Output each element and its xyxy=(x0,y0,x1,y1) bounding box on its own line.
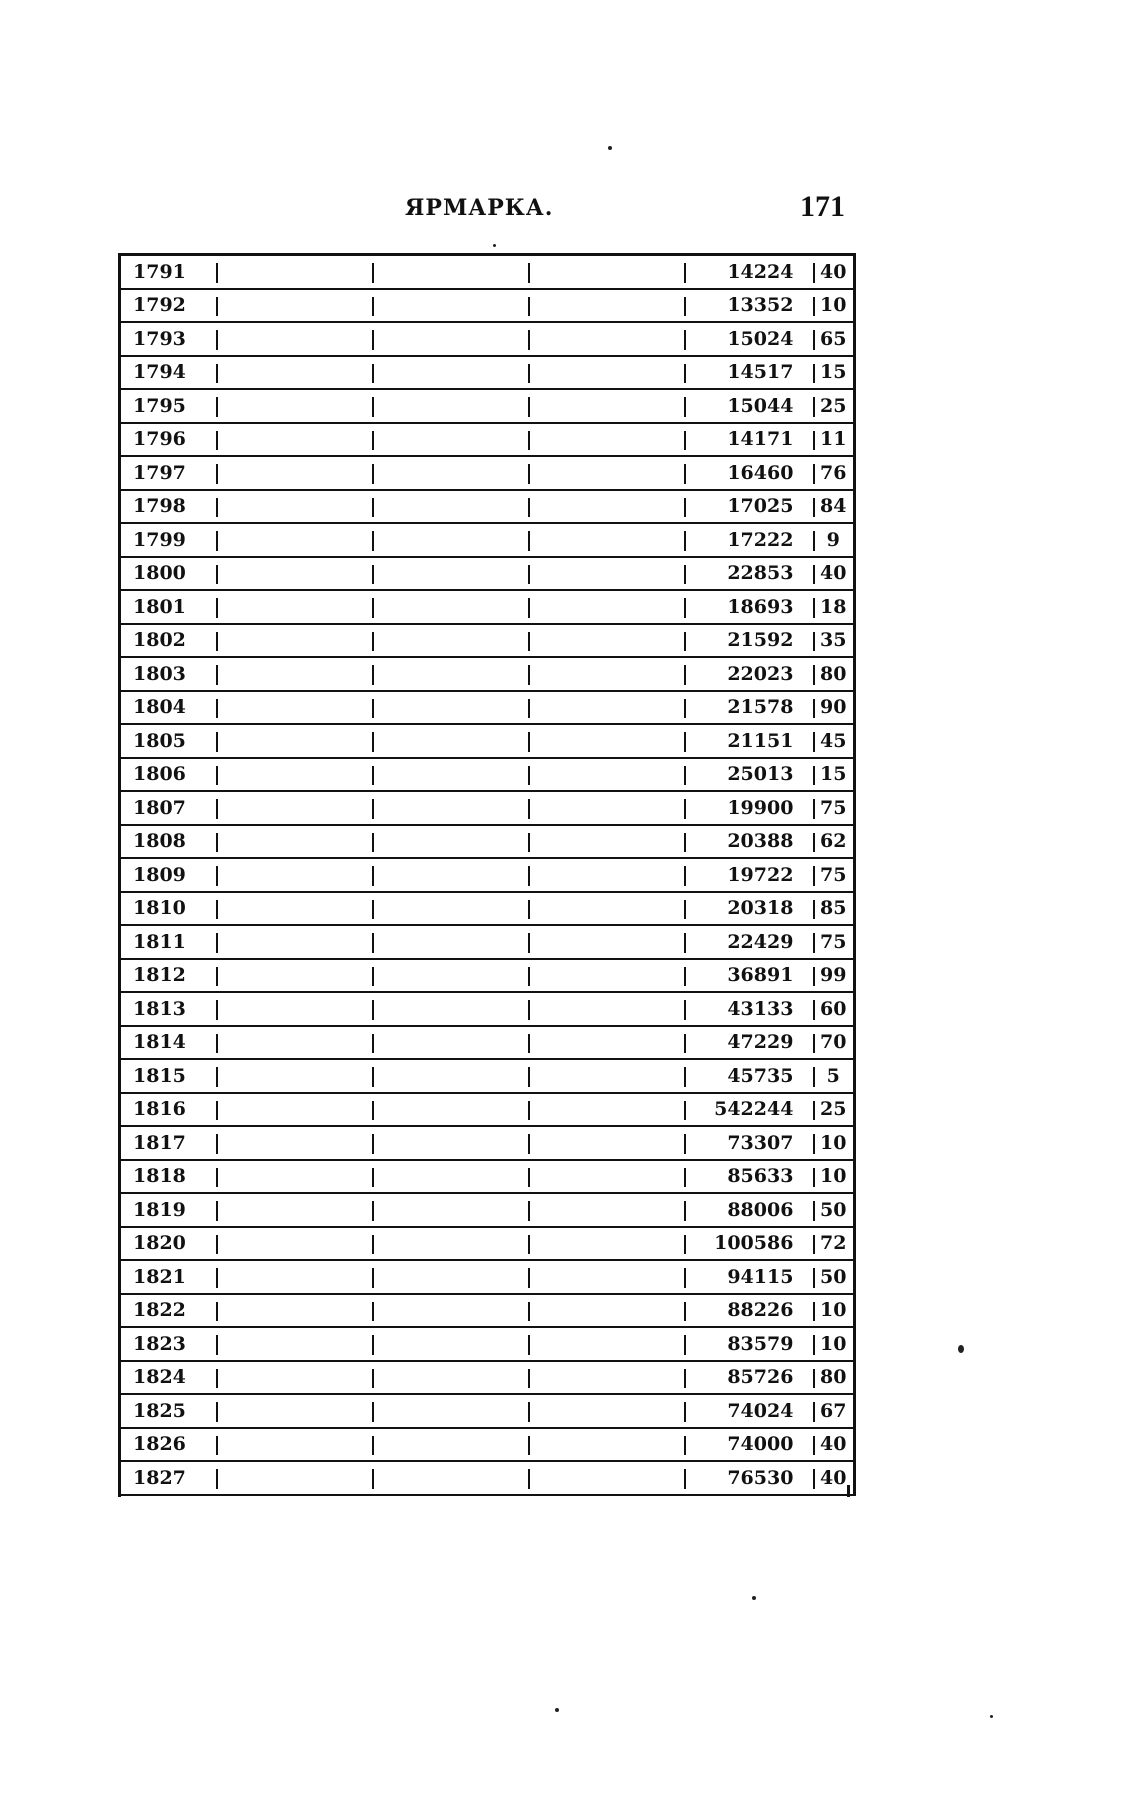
empty-cell xyxy=(212,1361,368,1395)
empty-cell xyxy=(368,557,523,591)
total-cell: 74000 xyxy=(680,1428,814,1462)
empty-cell xyxy=(212,624,368,658)
year-cell: 1804 xyxy=(121,691,212,725)
empty-cell xyxy=(368,1093,523,1127)
year-cell: 1824 xyxy=(121,1361,212,1395)
table-row xyxy=(121,624,853,658)
table-row xyxy=(121,1428,853,1462)
table-row xyxy=(121,557,853,591)
empty-cell xyxy=(368,1294,523,1328)
table-row xyxy=(121,1327,853,1361)
empty-cell xyxy=(524,322,680,356)
table-row xyxy=(121,523,853,557)
empty-cell xyxy=(524,1126,680,1160)
empty-cell xyxy=(212,1428,368,1462)
empty-cell xyxy=(368,1428,523,1462)
empty-cell xyxy=(524,1428,680,1462)
empty-cell xyxy=(368,1227,523,1261)
kopeck-cell: 10 xyxy=(813,289,853,323)
kopeck-cell: 18 xyxy=(813,590,853,624)
table-row xyxy=(121,490,853,524)
empty-cell xyxy=(524,1461,680,1495)
year-cell: 1818 xyxy=(121,1160,212,1194)
empty-cell xyxy=(524,925,680,959)
year-cell: 1797 xyxy=(121,456,212,490)
year-cell: 1798 xyxy=(121,490,212,524)
empty-cell xyxy=(524,657,680,691)
empty-cell xyxy=(368,758,523,792)
empty-cell xyxy=(368,1361,523,1395)
kopeck-cell: 80 xyxy=(813,657,853,691)
empty-cell xyxy=(212,557,368,591)
table-row xyxy=(121,289,853,323)
year-cell: 1825 xyxy=(121,1394,212,1428)
empty-cell xyxy=(524,691,680,725)
total-cell: 73307 xyxy=(680,1126,814,1160)
total-cell: 19900 xyxy=(680,791,814,825)
year-cell: 1791 xyxy=(121,256,212,289)
total-cell: 88006 xyxy=(680,1193,814,1227)
empty-cell xyxy=(212,724,368,758)
ledger-table-frame xyxy=(118,253,856,1496)
year-cell: 1811 xyxy=(121,925,212,959)
kopeck-cell: 40 xyxy=(813,256,853,289)
total-cell: 83579 xyxy=(680,1327,814,1361)
table-right-rule-end xyxy=(847,1485,850,1497)
empty-cell xyxy=(524,456,680,490)
kopeck-cell: 45 xyxy=(813,724,853,758)
empty-cell xyxy=(212,1260,368,1294)
empty-cell xyxy=(212,691,368,725)
empty-cell xyxy=(212,758,368,792)
kopeck-cell: 50 xyxy=(813,1260,853,1294)
year-cell: 1802 xyxy=(121,624,212,658)
kopeck-cell: 40 xyxy=(813,1428,853,1462)
empty-cell xyxy=(368,456,523,490)
empty-cell xyxy=(368,691,523,725)
table-left-rule-end xyxy=(118,1485,121,1497)
year-cell: 1801 xyxy=(121,590,212,624)
year-cell: 1805 xyxy=(121,724,212,758)
total-cell: 20318 xyxy=(680,892,814,926)
empty-cell xyxy=(212,1093,368,1127)
table-row xyxy=(121,1126,853,1160)
table-row xyxy=(121,456,853,490)
empty-cell xyxy=(212,1394,368,1428)
kopeck-cell: 15 xyxy=(813,356,853,390)
table-row xyxy=(121,691,853,725)
empty-cell xyxy=(524,1361,680,1395)
empty-cell xyxy=(212,791,368,825)
total-cell: 22023 xyxy=(680,657,814,691)
kopeck-cell: 25 xyxy=(813,1093,853,1127)
total-cell: 17025 xyxy=(680,490,814,524)
print-speck xyxy=(555,1708,559,1712)
empty-cell xyxy=(524,1294,680,1328)
empty-cell xyxy=(368,356,523,390)
kopeck-cell: 10 xyxy=(813,1294,853,1328)
year-cell: 1813 xyxy=(121,992,212,1026)
empty-cell xyxy=(212,657,368,691)
empty-cell xyxy=(524,1026,680,1060)
year-cell: 1820 xyxy=(121,1227,212,1261)
kopeck-cell: 10 xyxy=(813,1126,853,1160)
year-cell: 1808 xyxy=(121,825,212,859)
year-cell: 1816 xyxy=(121,1093,212,1127)
year-cell: 1809 xyxy=(121,858,212,892)
empty-cell xyxy=(368,825,523,859)
empty-cell xyxy=(212,992,368,1026)
empty-cell xyxy=(368,590,523,624)
total-cell: 13352 xyxy=(680,289,814,323)
total-cell: 94115 xyxy=(680,1260,814,1294)
empty-cell xyxy=(212,322,368,356)
table-row xyxy=(121,1294,853,1328)
empty-cell xyxy=(524,1093,680,1127)
year-cell: 1826 xyxy=(121,1428,212,1462)
kopeck-cell: 25 xyxy=(813,389,853,423)
empty-cell xyxy=(212,925,368,959)
kopeck-cell: 99 xyxy=(813,959,853,993)
empty-cell xyxy=(212,1294,368,1328)
empty-cell xyxy=(368,1327,523,1361)
table-row xyxy=(121,389,853,423)
print-speck xyxy=(608,146,612,150)
page-number: 171 xyxy=(800,190,845,223)
total-cell: 542244 xyxy=(680,1093,814,1127)
year-cell: 1822 xyxy=(121,1294,212,1328)
total-cell: 18693 xyxy=(680,590,814,624)
empty-cell xyxy=(368,1160,523,1194)
print-speck xyxy=(990,1715,993,1718)
table-row xyxy=(121,825,853,859)
year-cell: 1807 xyxy=(121,791,212,825)
empty-cell xyxy=(368,657,523,691)
empty-cell xyxy=(212,858,368,892)
empty-cell xyxy=(524,423,680,457)
kopeck-cell: 65 xyxy=(813,322,853,356)
table-row xyxy=(121,791,853,825)
total-cell: 85633 xyxy=(680,1160,814,1194)
total-cell: 88226 xyxy=(680,1294,814,1328)
empty-cell xyxy=(368,1193,523,1227)
year-cell: 1800 xyxy=(121,557,212,591)
table-row xyxy=(121,992,853,1026)
table-row xyxy=(121,256,853,289)
table-row xyxy=(121,1160,853,1194)
empty-cell xyxy=(524,1327,680,1361)
kopeck-cell: 84 xyxy=(813,490,853,524)
year-cell: 1792 xyxy=(121,289,212,323)
total-cell: 15044 xyxy=(680,389,814,423)
empty-cell xyxy=(524,1160,680,1194)
year-cell: 1794 xyxy=(121,356,212,390)
total-cell: 76530 xyxy=(680,1461,814,1495)
empty-cell xyxy=(212,256,368,289)
total-cell: 47229 xyxy=(680,1026,814,1060)
total-cell: 16460 xyxy=(680,456,814,490)
kopeck-cell: 40 xyxy=(813,557,853,591)
empty-cell xyxy=(368,289,523,323)
total-cell: 14224 xyxy=(680,256,814,289)
empty-cell xyxy=(524,959,680,993)
kopeck-cell: 50 xyxy=(813,1193,853,1227)
table-row xyxy=(121,1461,853,1495)
year-cell: 1803 xyxy=(121,657,212,691)
empty-cell xyxy=(212,1026,368,1060)
empty-cell xyxy=(212,959,368,993)
empty-cell xyxy=(212,1227,368,1261)
empty-cell xyxy=(368,1461,523,1495)
year-cell: 1815 xyxy=(121,1059,212,1093)
empty-cell xyxy=(212,289,368,323)
kopeck-cell: 9 xyxy=(813,523,853,557)
empty-cell xyxy=(524,992,680,1026)
empty-cell xyxy=(524,389,680,423)
ledger-table-body xyxy=(121,256,853,1495)
empty-cell xyxy=(524,825,680,859)
table-row xyxy=(121,758,853,792)
total-cell: 14171 xyxy=(680,423,814,457)
empty-cell xyxy=(368,490,523,524)
total-cell: 45735 xyxy=(680,1059,814,1093)
table-row xyxy=(121,1394,853,1428)
empty-cell xyxy=(212,423,368,457)
kopeck-cell: 75 xyxy=(813,858,853,892)
empty-cell xyxy=(524,356,680,390)
empty-cell xyxy=(368,322,523,356)
empty-cell xyxy=(524,1193,680,1227)
total-cell: 74024 xyxy=(680,1394,814,1428)
year-cell: 1799 xyxy=(121,523,212,557)
total-cell: 21578 xyxy=(680,691,814,725)
empty-cell xyxy=(212,825,368,859)
year-cell: 1793 xyxy=(121,322,212,356)
table-row xyxy=(121,925,853,959)
empty-cell xyxy=(524,1059,680,1093)
print-speck xyxy=(493,244,496,247)
year-cell: 1819 xyxy=(121,1193,212,1227)
year-cell: 1827 xyxy=(121,1461,212,1495)
total-cell: 21592 xyxy=(680,624,814,658)
year-cell: 1812 xyxy=(121,959,212,993)
empty-cell xyxy=(368,523,523,557)
kopeck-cell: 76 xyxy=(813,456,853,490)
empty-cell xyxy=(368,791,523,825)
table-row xyxy=(121,1361,853,1395)
empty-cell xyxy=(212,1461,368,1495)
running-title: ЯРМАРКА. xyxy=(405,195,554,221)
empty-cell xyxy=(212,523,368,557)
total-cell: 25013 xyxy=(680,758,814,792)
empty-cell xyxy=(524,724,680,758)
empty-cell xyxy=(368,624,523,658)
kopeck-cell: 75 xyxy=(813,925,853,959)
table-row xyxy=(121,356,853,390)
empty-cell xyxy=(368,256,523,289)
empty-cell xyxy=(524,758,680,792)
total-cell: 43133 xyxy=(680,992,814,1026)
table-row xyxy=(121,322,853,356)
empty-cell xyxy=(212,590,368,624)
empty-cell xyxy=(212,1193,368,1227)
print-speck xyxy=(958,1345,964,1353)
table-row xyxy=(121,858,853,892)
ledger-table xyxy=(121,256,853,1496)
empty-cell xyxy=(368,959,523,993)
total-cell: 20388 xyxy=(680,825,814,859)
table-row xyxy=(121,1059,853,1093)
year-cell: 1796 xyxy=(121,423,212,457)
empty-cell xyxy=(368,1026,523,1060)
empty-cell xyxy=(524,1227,680,1261)
total-cell: 85726 xyxy=(680,1361,814,1395)
empty-cell xyxy=(368,992,523,1026)
kopeck-cell: 15 xyxy=(813,758,853,792)
kopeck-cell: 35 xyxy=(813,624,853,658)
kopeck-cell: 11 xyxy=(813,423,853,457)
empty-cell xyxy=(368,925,523,959)
empty-cell xyxy=(212,389,368,423)
year-cell: 1810 xyxy=(121,892,212,926)
kopeck-cell: 10 xyxy=(813,1327,853,1361)
year-cell: 1814 xyxy=(121,1026,212,1060)
table-row xyxy=(121,1026,853,1060)
kopeck-cell: 67 xyxy=(813,1394,853,1428)
empty-cell xyxy=(212,1126,368,1160)
total-cell: 22853 xyxy=(680,557,814,591)
total-cell: 22429 xyxy=(680,925,814,959)
print-speck xyxy=(752,1596,756,1600)
empty-cell xyxy=(524,892,680,926)
empty-cell xyxy=(368,1126,523,1160)
empty-cell xyxy=(524,791,680,825)
table-row xyxy=(121,657,853,691)
total-cell: 14517 xyxy=(680,356,814,390)
total-cell: 36891 xyxy=(680,959,814,993)
year-cell: 1817 xyxy=(121,1126,212,1160)
table-row xyxy=(121,1193,853,1227)
kopeck-cell: 72 xyxy=(813,1227,853,1261)
empty-cell xyxy=(368,858,523,892)
table-row xyxy=(121,590,853,624)
empty-cell xyxy=(368,1260,523,1294)
empty-cell xyxy=(212,1160,368,1194)
empty-cell xyxy=(368,389,523,423)
kopeck-cell: 60 xyxy=(813,992,853,1026)
empty-cell xyxy=(212,1327,368,1361)
table-row xyxy=(121,724,853,758)
total-cell: 17222 xyxy=(680,523,814,557)
total-cell: 21151 xyxy=(680,724,814,758)
empty-cell xyxy=(524,590,680,624)
year-cell: 1795 xyxy=(121,389,212,423)
empty-cell xyxy=(368,1394,523,1428)
table-row xyxy=(121,423,853,457)
kopeck-cell: 10 xyxy=(813,1160,853,1194)
empty-cell xyxy=(212,490,368,524)
empty-cell xyxy=(368,1059,523,1093)
empty-cell xyxy=(524,523,680,557)
empty-cell xyxy=(524,256,680,289)
kopeck-cell: 85 xyxy=(813,892,853,926)
total-cell: 100586 xyxy=(680,1227,814,1261)
year-cell: 1821 xyxy=(121,1260,212,1294)
empty-cell xyxy=(368,423,523,457)
kopeck-cell: 70 xyxy=(813,1026,853,1060)
kopeck-cell: 5 xyxy=(813,1059,853,1093)
table-row xyxy=(121,1093,853,1127)
empty-cell xyxy=(368,892,523,926)
empty-cell xyxy=(212,456,368,490)
empty-cell xyxy=(524,1394,680,1428)
empty-cell xyxy=(212,356,368,390)
empty-cell xyxy=(212,1059,368,1093)
total-cell: 15024 xyxy=(680,322,814,356)
empty-cell xyxy=(524,1260,680,1294)
table-row xyxy=(121,959,853,993)
empty-cell xyxy=(524,624,680,658)
empty-cell xyxy=(524,289,680,323)
kopeck-cell: 62 xyxy=(813,825,853,859)
kopeck-cell: 40 xyxy=(813,1461,853,1495)
kopeck-cell: 75 xyxy=(813,791,853,825)
kopeck-cell: 90 xyxy=(813,691,853,725)
empty-cell xyxy=(212,892,368,926)
kopeck-cell: 80 xyxy=(813,1361,853,1395)
table-row xyxy=(121,1227,853,1261)
year-cell: 1823 xyxy=(121,1327,212,1361)
table-row xyxy=(121,892,853,926)
table-row xyxy=(121,1260,853,1294)
empty-cell xyxy=(524,490,680,524)
empty-cell xyxy=(368,724,523,758)
empty-cell xyxy=(524,557,680,591)
empty-cell xyxy=(524,858,680,892)
total-cell: 19722 xyxy=(680,858,814,892)
year-cell: 1806 xyxy=(121,758,212,792)
